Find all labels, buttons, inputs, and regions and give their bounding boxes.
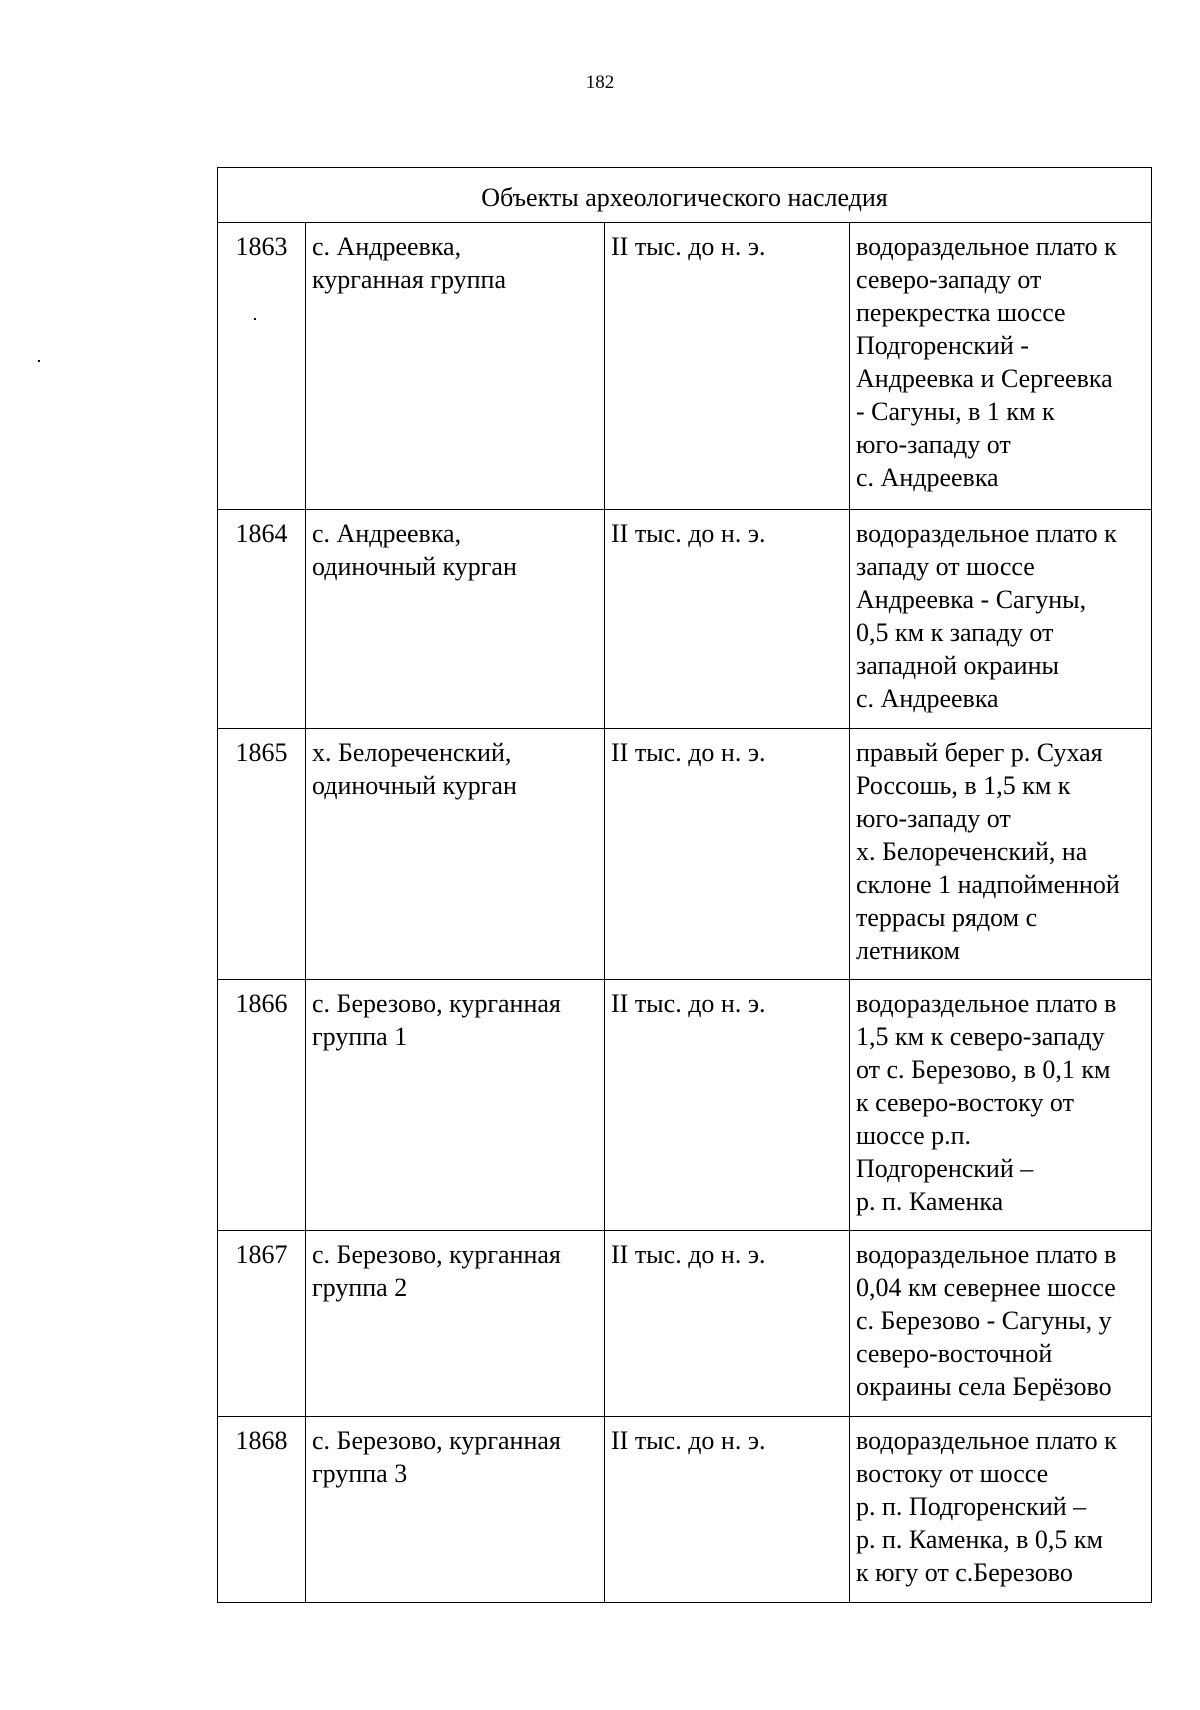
object-name: с. Березово, курганная группа 2	[306, 1231, 605, 1417]
object-location: водораздельное плато к северо-западу от перекрестка шоссе Подгоренский - Андреевка и Сергеевка - Сагуны, в 1 км к юго-западу от с. Андреевка	[850, 223, 1152, 510]
object-name: с. Березово, курганная группа 1	[306, 980, 605, 1231]
object-location: водораздельное плато в 1,5 км к северо-западу от с. Березово, в 0,1 км к северо-востоку от шоссе р.п. Подгоренский – р. п. Каменка	[850, 980, 1152, 1231]
object-date: II тыс. до н. э.	[605, 980, 850, 1231]
object-date: II тыс. до н. э.	[605, 510, 850, 729]
object-number: 1867	[218, 1231, 306, 1417]
object-date: II тыс. до н. э.	[605, 1417, 850, 1603]
object-location: водораздельное плато к западу от шоссе Андреевка - Сагуны, 0,5 км к западу от западной окраины с. Андреевка	[850, 510, 1152, 729]
table-row	[218, 729, 1152, 980]
table-body	[218, 223, 1152, 1603]
object-name: х. Белореченский, одиночный курган	[306, 729, 605, 980]
object-number: 1864	[218, 510, 306, 729]
object-name: с. Березово, курганная группа 3	[306, 1417, 605, 1603]
object-number: 1865	[218, 729, 306, 980]
page-number: 182	[585, 72, 615, 93]
heritage-table	[217, 167, 1152, 1603]
object-location: водораздельное плато к востоку от шоссе р. п. Подгоренский – р. п. Каменка, в 0,5 км к югу от с.Березово	[850, 1417, 1152, 1603]
object-name: с. Андреевка, одиночный курган	[306, 510, 605, 729]
object-location: водораздельное плато в 0,04 км севернее шоссе с. Березово - Сагуны, у северо-восточной окраины села Берёзово	[850, 1231, 1152, 1417]
table-row	[218, 1231, 1152, 1417]
table-row	[218, 1417, 1152, 1603]
table-header-row	[218, 168, 1152, 223]
object-number: 1868	[218, 1417, 306, 1603]
table-header: Объекты археологического наследия	[218, 168, 1152, 223]
table-row	[218, 223, 1152, 510]
scan-speck	[38, 360, 40, 362]
table-row	[218, 980, 1152, 1231]
object-number: 1863	[218, 223, 306, 510]
object-date: II тыс. до н. э.	[605, 223, 850, 510]
heritage-table-container	[217, 167, 1151, 1603]
object-number: 1866	[218, 980, 306, 1231]
object-location: правый берег р. Сухая Россошь, в 1,5 км к юго-западу от х. Белореченский, на склоне 1 надпойменной террасы рядом с летником	[850, 729, 1152, 980]
object-date: II тыс. до н. э.	[605, 1231, 850, 1417]
table-row	[218, 510, 1152, 729]
object-name: с. Андреевка, курганная группа	[306, 223, 605, 510]
object-date: II тыс. до н. э.	[605, 729, 850, 980]
